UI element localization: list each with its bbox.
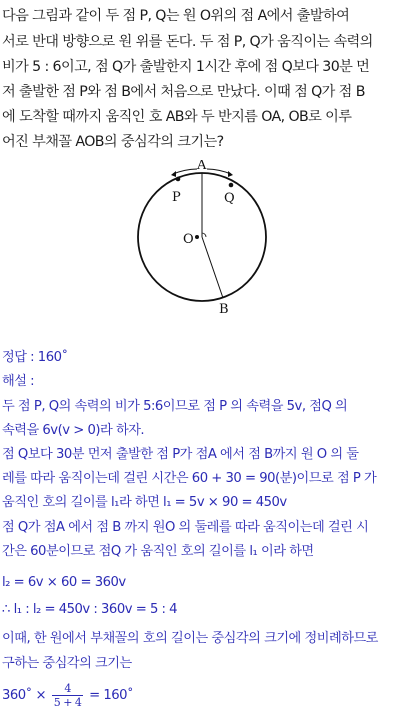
fraction-denominator: 5 + 4 (53, 695, 82, 709)
circle-diagram (125, 160, 285, 315)
solution-line-9: ∴ l₁ : l₂ = 450v : 360v = 5 : 4 (2, 602, 178, 617)
solution-line-1: 두 점 P, Q의 속력의 비가 5:6이므로 점 P 의 속력을 5v, 점Q 의 (2, 399, 348, 414)
angle-mark (202, 233, 206, 237)
label-o: O (183, 232, 194, 247)
final-prefix: 360˚ × (2, 688, 47, 703)
final-equation (2, 680, 400, 712)
point-q (229, 183, 234, 188)
fraction-numerator: 4 (52, 682, 84, 696)
problem-line-4: 저 출발한 점 P와 점 B에서 처음으로 만났다. 이때 점 Q가 점 B (2, 84, 365, 100)
solution-line-3: 점 Q보다 30분 먼저 출발한 점 P가 점A 에서 점 B까지 원 O 의 둘 (2, 447, 359, 462)
solution-line-11: 구하는 중심각의 크기는 (2, 656, 132, 671)
solution-line-2: 속력을 6v(v > 0)라 하자. (2, 423, 145, 438)
radius-ob (202, 237, 223, 298)
solution-heading: 해설 : (2, 374, 35, 389)
problem-line-1: 다음 그림과 같이 두 점 P, Q는 원 O위의 점 A에서 출발하여 (2, 8, 350, 24)
solution-line-10: 이때, 한 원에서 부채꼴의 호의 길이는 중심각의 크기에 정비례하므로 (2, 631, 378, 646)
problem-line-3: 비가 5 : 6이고, 점 Q가 출발한지 1시간 후에 점 Q보다 30분 먼 (2, 59, 370, 75)
final-suffix: = 160˚ (89, 688, 134, 703)
point-p (176, 177, 181, 182)
solution-line-7: 간은 60분이므로 점Q 가 움직인 호의 길이를 l₁ 이라 하면 (2, 544, 314, 559)
arrow-head-right (228, 171, 233, 177)
arrow-head-left (171, 171, 176, 177)
problem-line-5: 에 도착할 때까지 움직인 호 AB와 두 반지름 OA, OB로 이루 (2, 109, 352, 125)
solution-line-8: l₂ = 6v × 60 = 360v (2, 575, 126, 590)
point-o (195, 235, 199, 239)
solution-line-5: 움직인 호의 길이를 l₁라 하면 l₁ = 5v × 90 = 450v (2, 495, 287, 510)
answer-line: 정답 : 160˚ (2, 350, 68, 365)
label-q: Q (224, 191, 235, 206)
problem-line-2: 서로 반대 방향으로 원 위를 돈다. 두 점 P, Q가 움직이는 속력의 (2, 34, 373, 50)
label-a: A (197, 160, 207, 173)
label-b: B (219, 302, 229, 315)
solution-line-6: 점 Q가 점A 에서 점 B 까지 원O 의 둘레를 따라 움직이는데 걸린 시 (2, 520, 369, 535)
label-p: P (172, 190, 181, 205)
problem-line-6: 어진 부채꼴 AOB의 중심각의 크기는? (2, 134, 224, 150)
solution-line-4: 레를 따라 움직이는데 걸린 시간은 60 + 30 = 90(분)이므로 점 P 가 (2, 471, 377, 486)
fraction (52, 682, 84, 709)
